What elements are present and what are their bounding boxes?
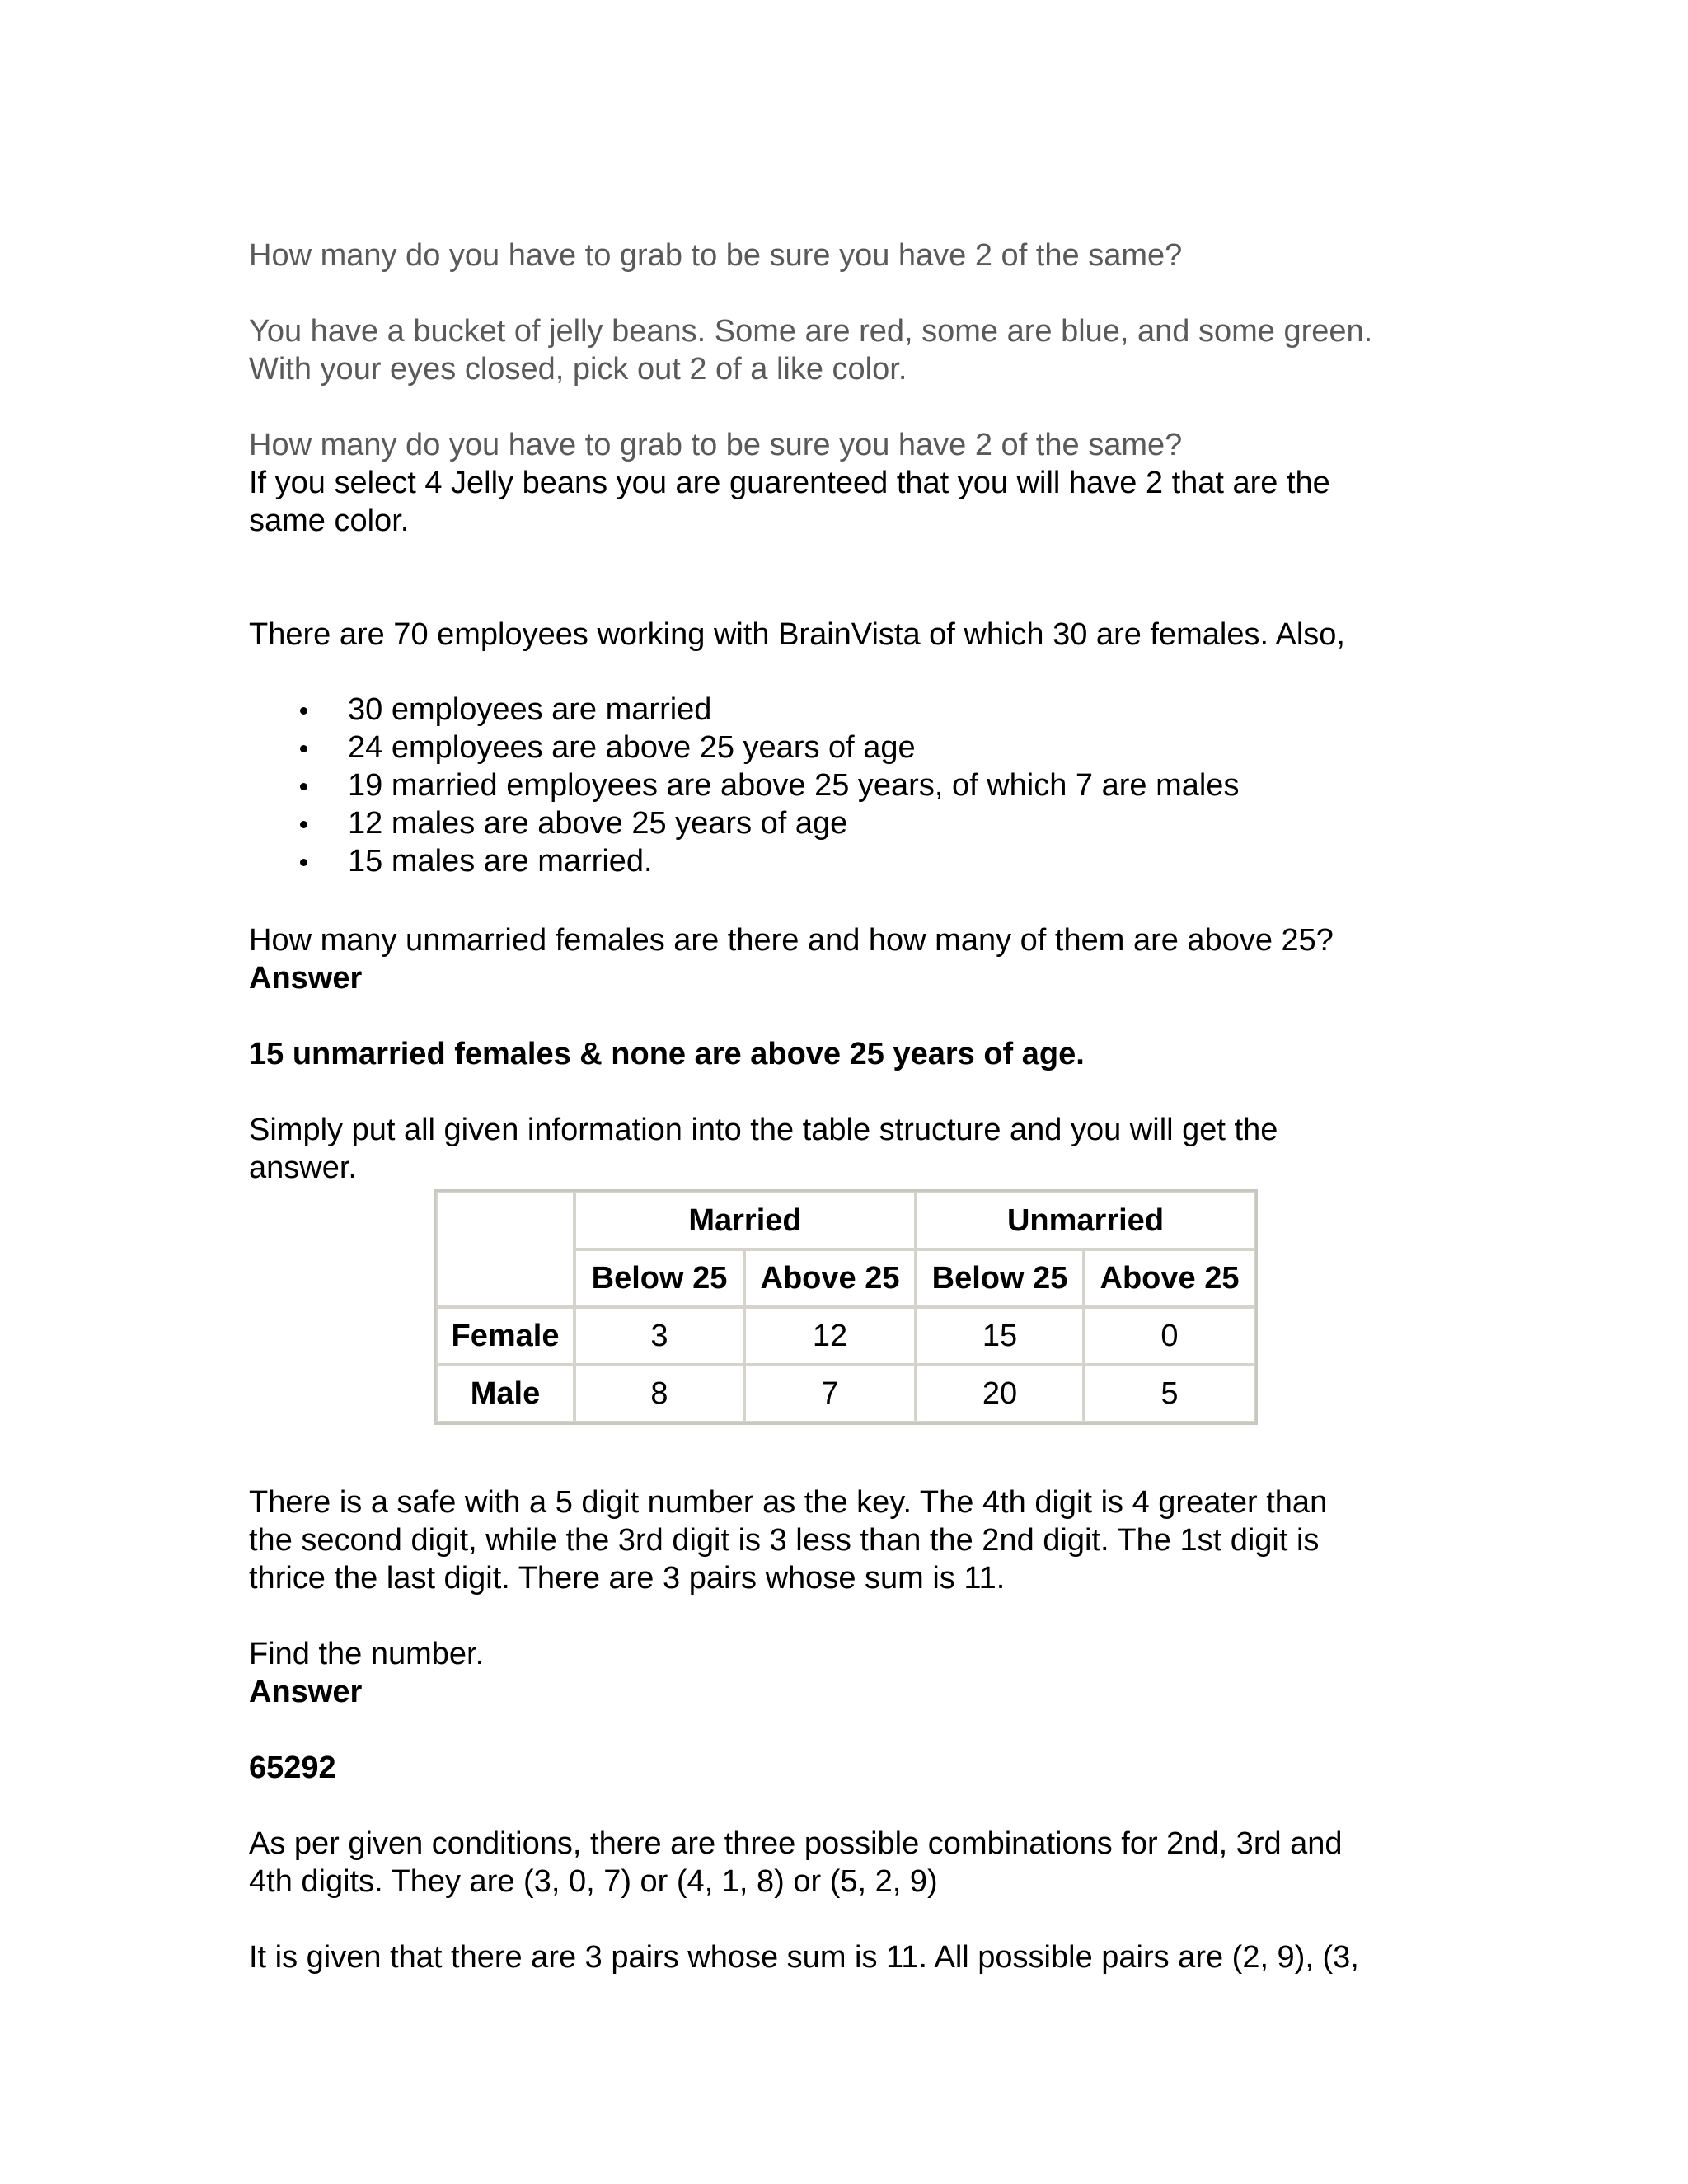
q3-explain-line-1: As per given conditions, there are three possible combinations for 2nd, 3rd and xyxy=(249,1826,1343,1861)
table-corner-cell xyxy=(436,1192,574,1307)
q1-question: How many do you have to grab to be sure you have 2 of the same? xyxy=(249,428,1183,462)
list-item: 30 employees are married xyxy=(249,691,1469,729)
q2-question: How many unmarried females are there and how many of them are above 25? xyxy=(249,923,1334,958)
table-sub-header: Above 25 xyxy=(744,1249,916,1307)
table-cell: 12 xyxy=(744,1307,916,1365)
table-row xyxy=(436,1307,1255,1365)
table-cell: 8 xyxy=(574,1365,744,1422)
table-group-header-unmarried: Unmarried xyxy=(916,1192,1255,1249)
table-cell: 7 xyxy=(744,1365,916,1422)
q1-line-1: You have a bucket of jelly beans. Some are red, some are blue, and some green. xyxy=(249,314,1373,349)
q2-explain-line-2: answer. xyxy=(249,1151,357,1185)
q1-answer-line-2: same color. xyxy=(249,504,410,538)
q2-bullet-list xyxy=(249,691,1469,880)
q3-explain-line-2: 4th digits. They are (3, 0, 7) or (4, 1, 8) or (5, 2, 9) xyxy=(249,1864,938,1899)
table-sub-header: Above 25 xyxy=(1084,1249,1255,1307)
table-cell: 3 xyxy=(574,1307,744,1365)
q3-line-2: the second digit, while the 3rd digit is 3 less than the 2nd digit. The 1st digit is xyxy=(249,1523,1320,1558)
list-item: 12 males are above 25 years of age xyxy=(249,804,1469,842)
table-cell: 0 xyxy=(1084,1307,1255,1365)
table-group-header-married: Married xyxy=(574,1192,916,1249)
table-sub-header: Below 25 xyxy=(916,1249,1084,1307)
q2-explain-line-1: Simply put all given information into the table structure and you will get the xyxy=(249,1113,1278,1147)
bullet-icon xyxy=(300,783,307,790)
table-row xyxy=(436,1365,1255,1422)
bullet-icon xyxy=(300,859,307,866)
table-cell: 5 xyxy=(1084,1365,1255,1422)
q3-question: Find the number. xyxy=(249,1637,485,1671)
table-cell: 15 xyxy=(916,1307,1084,1365)
q3-answer-label: Answer xyxy=(249,1675,363,1709)
q2-answer-label: Answer xyxy=(249,961,363,996)
list-item: 24 employees are above 25 years of age xyxy=(249,729,1469,766)
list-item: 19 married employees are above 25 years, of which 7 are males xyxy=(249,766,1469,804)
q2-answer: 15 unmarried females & none are above 25 years of age. xyxy=(249,1037,1085,1071)
q1-answer-line-1: If you select 4 Jelly beans you are guarenteed that you will have 2 that are the xyxy=(249,466,1330,500)
q3-line-3: thrice the last digit. There are 3 pairs whose sum is 11. xyxy=(249,1561,1006,1596)
q2-intro: There are 70 employees working with BrainVista of which 30 are females. Also, xyxy=(249,617,1345,652)
q1-line-2: With your eyes closed, pick out 2 of a like color. xyxy=(249,352,907,387)
q3-answer: 65292 xyxy=(249,1750,336,1785)
table-cell: 20 xyxy=(916,1365,1084,1422)
q1-title: How many do you have to grab to be sure you have 2 of the same? xyxy=(249,238,1183,273)
table-row-label: Female xyxy=(436,1307,574,1365)
q3-explain-2: It is given that there are 3 pairs whose sum is 11. All possible pairs are (2, 9), (3, xyxy=(249,1940,1359,1975)
bullet-icon xyxy=(300,745,307,752)
bullet-icon xyxy=(300,707,307,715)
table-row-label: Male xyxy=(436,1365,574,1422)
marital-age-table xyxy=(434,1189,1258,1425)
q3-line-1: There is a safe with a 5 digit number as the key. The 4th digit is 4 greater than xyxy=(249,1485,1328,1520)
bullet-icon xyxy=(300,821,307,828)
list-item: 15 males are married. xyxy=(249,842,1469,880)
table-sub-header: Below 25 xyxy=(574,1249,744,1307)
